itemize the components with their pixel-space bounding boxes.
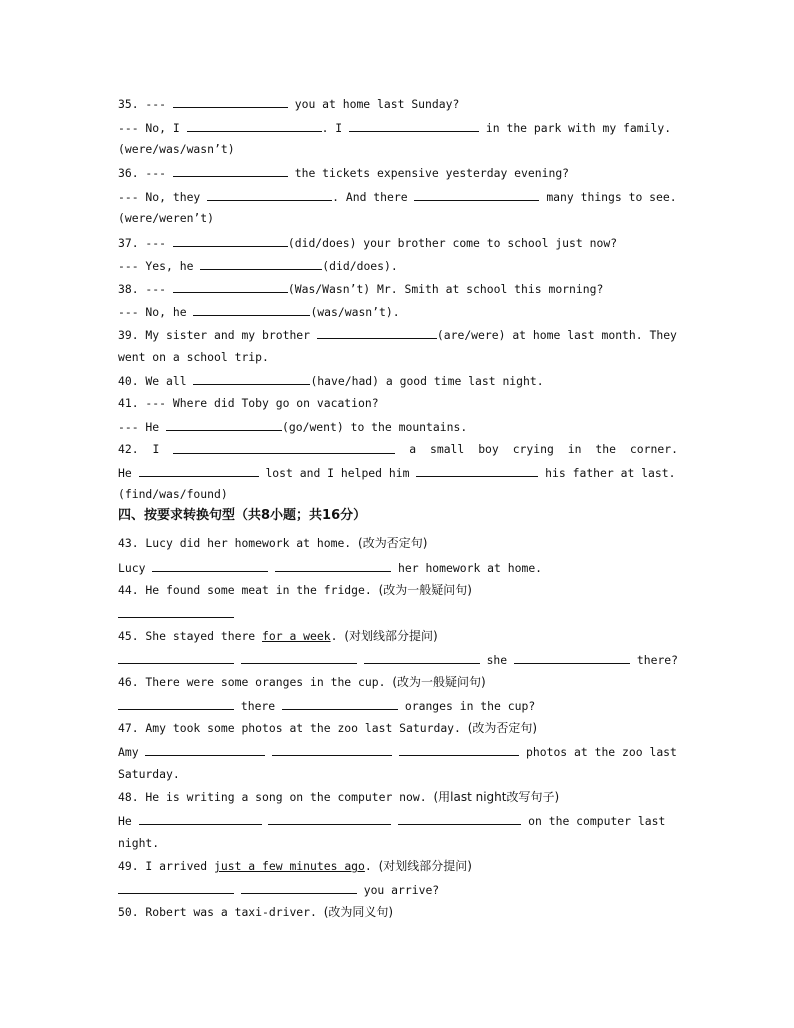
q41-line-1: 41. --- Where did Toby go on vacation? xyxy=(118,396,379,410)
answer-blank[interactable] xyxy=(268,813,391,825)
q48-line-1: 48. He is writing a song on the computer now. (用last night改写句子) xyxy=(118,790,560,804)
q48-line-3: night. xyxy=(118,836,160,850)
answer-blank[interactable] xyxy=(145,744,265,756)
q47-line-2: Amy photos at the zoo last xyxy=(118,745,677,759)
answer-blank[interactable] xyxy=(193,373,310,385)
q36-line-2: --- No, they . And there many things to see. xyxy=(118,190,677,204)
q44-line-1: 44. He found some meat in the fridge. (改为一般疑问句) xyxy=(118,583,472,597)
answer-blank[interactable] xyxy=(173,165,288,177)
answer-blank[interactable] xyxy=(118,698,234,710)
q46-line-2: there oranges in the cup? xyxy=(118,698,678,713)
answer-blank[interactable] xyxy=(139,813,262,825)
q42-line-1: 42. I a small boy crying in the corner. xyxy=(118,442,678,456)
answer-blank[interactable] xyxy=(207,189,332,201)
answer-blank[interactable] xyxy=(317,327,437,339)
q39-line-1: 39. My sister and my brother (are/were) at home last month. They xyxy=(118,328,677,342)
answer-blank[interactable] xyxy=(118,652,234,664)
answer-blank[interactable] xyxy=(173,442,395,454)
q37-line-2: --- Yes, he (did/does). xyxy=(118,259,398,273)
q47-line-1: 47. Amy took some photos at the zoo last Saturday. (改为否定句) xyxy=(118,721,538,735)
q45-line-2: she there? xyxy=(118,652,678,667)
answer-blank[interactable] xyxy=(166,419,282,431)
underlined-phrase: for a week xyxy=(262,629,331,643)
q36-hint: (were/weren’t) xyxy=(118,211,215,225)
answer-blank[interactable] xyxy=(152,560,268,572)
q43-line-1: 43. Lucy did her homework at home. (改为否定句) xyxy=(118,536,428,550)
q42-hint: (find/was/found) xyxy=(118,487,228,501)
q40-line: 40. We all (have/had) a good time last night. xyxy=(118,374,544,388)
q48-line-2: He on the computer last xyxy=(118,814,666,828)
q36-line-1: 36. --- the tickets expensive yesterday evening? xyxy=(118,166,570,180)
answer-blank[interactable] xyxy=(118,882,234,894)
q38-line-2: --- No, he (was/wasn’t). xyxy=(118,305,400,319)
answer-blank[interactable] xyxy=(416,465,538,477)
answer-blank[interactable] xyxy=(193,304,310,316)
answer-blank[interactable] xyxy=(364,652,480,664)
section-4-heading: 四、按要求转换句型（共8小题；共16分） xyxy=(118,508,367,523)
q38-line-1: 38. --- (Was/Wasn’t) Mr. Smith at school this morning? xyxy=(118,282,604,296)
answer-blank[interactable] xyxy=(272,744,392,756)
q44-line-2 xyxy=(118,606,678,621)
answer-blank[interactable] xyxy=(398,813,521,825)
q35-line-2: --- No, I . I in the park with my family. xyxy=(118,121,672,135)
q45-line-1: 45. She stayed there for a week. (对划线部分提问) xyxy=(118,629,438,643)
answer-blank[interactable] xyxy=(173,96,288,108)
answer-blank[interactable] xyxy=(275,560,391,572)
q41-line-2: --- He (go/went) to the mountains. xyxy=(118,420,468,434)
answer-blank[interactable] xyxy=(173,281,288,293)
answer-blank[interactable] xyxy=(282,698,398,710)
q47-line-3: Saturday. xyxy=(118,767,180,781)
q49-line-1: 49. I arrived just a few minutes ago. (对划线部分提问) xyxy=(118,859,472,873)
q42-line-2: He lost and I helped him his father at last. xyxy=(118,466,676,480)
q43-line-2: Lucy her homework at home. xyxy=(118,561,543,575)
underlined-phrase: just a few minutes ago xyxy=(214,859,365,873)
q49-line-2: you arrive? xyxy=(118,882,678,897)
answer-blank[interactable] xyxy=(241,882,357,894)
answer-blank[interactable] xyxy=(399,744,519,756)
answer-blank[interactable] xyxy=(139,465,259,477)
q35-line-1: 35. --- you at home last Sunday? xyxy=(118,97,460,111)
answer-blank[interactable] xyxy=(414,189,539,201)
answer-blank[interactable] xyxy=(187,120,322,132)
answer-blank[interactable] xyxy=(118,606,234,618)
answer-blank[interactable] xyxy=(241,652,357,664)
q50-line-1: 50. Robert was a taxi-driver. (改为同义句) xyxy=(118,905,394,919)
answer-blank[interactable] xyxy=(514,652,630,664)
q35-hint: (were/was/wasn’t) xyxy=(118,142,235,156)
answer-blank[interactable] xyxy=(173,235,288,247)
answer-blank[interactable] xyxy=(200,258,322,270)
answer-blank[interactable] xyxy=(349,120,479,132)
q37-line-1: 37. --- (did/does) your brother come to school just now? xyxy=(118,236,618,250)
q46-line-1: 46. There were some oranges in the cup. (改为一般疑问句) xyxy=(118,675,486,689)
q39-line-2: went on a school trip. xyxy=(118,350,269,364)
